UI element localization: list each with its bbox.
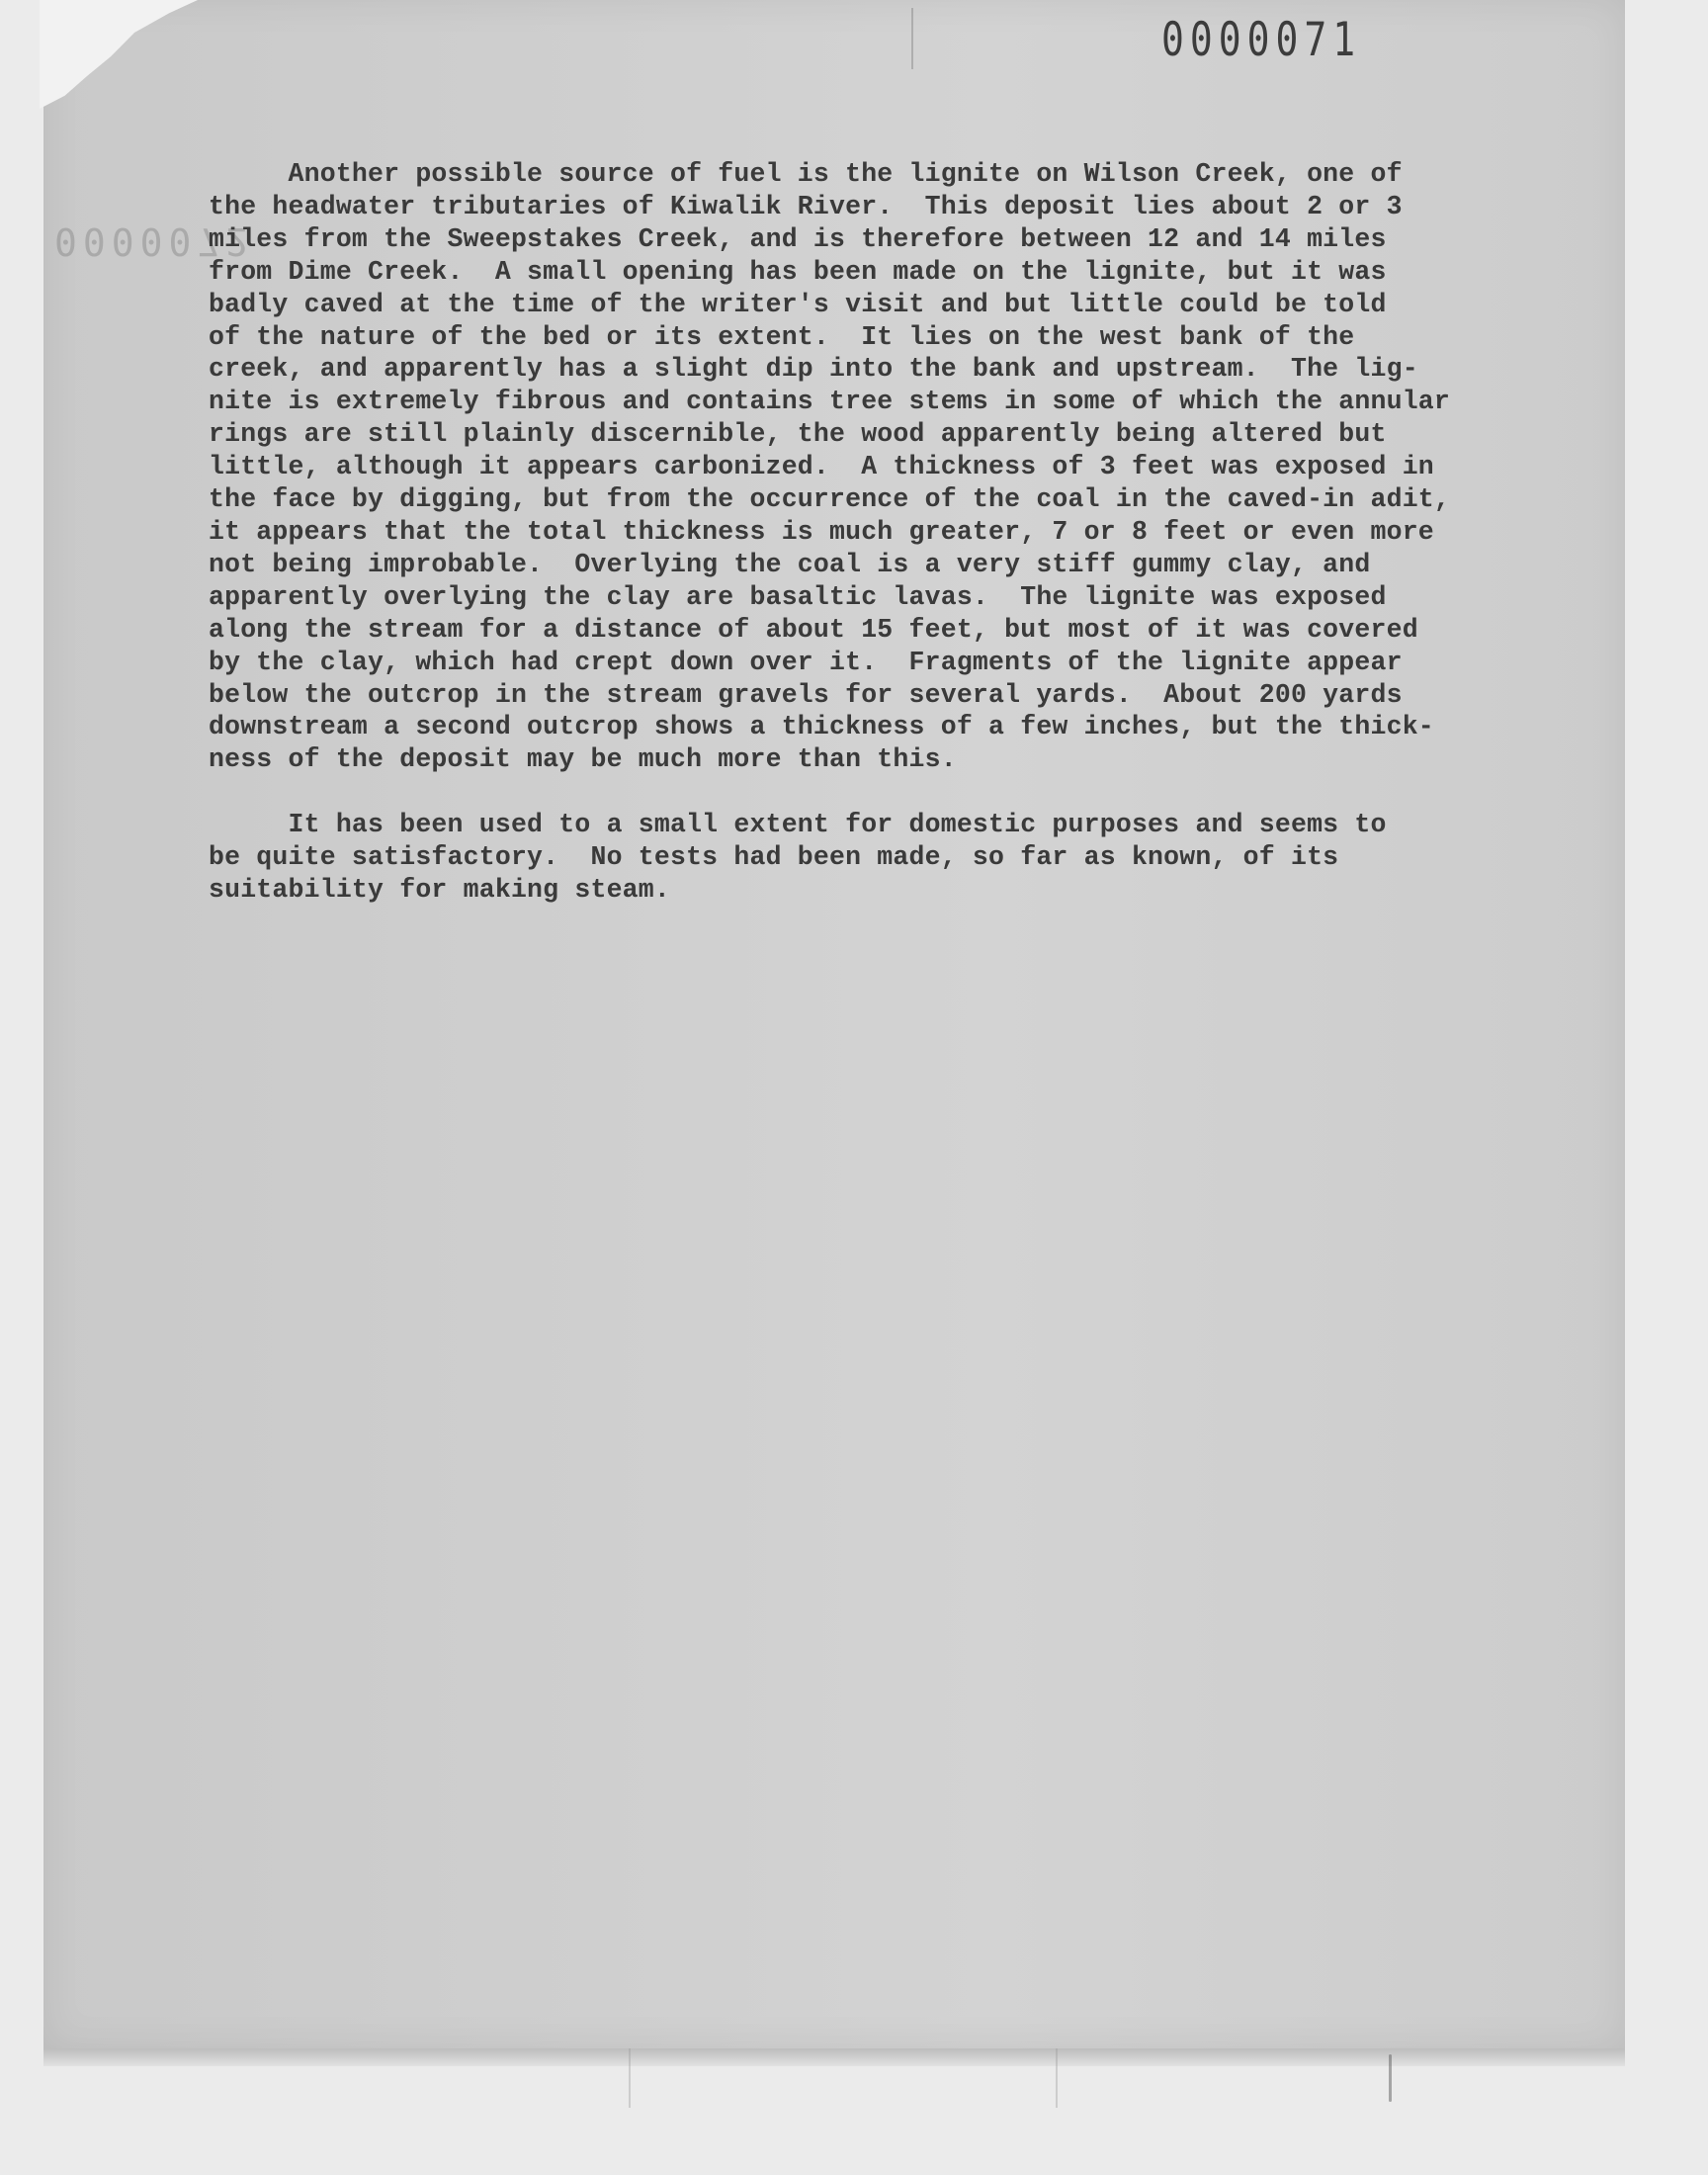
scan-mark — [911, 8, 913, 69]
paragraph — [209, 809, 1553, 907]
text-line: apparently overlying the clay are basaltic lavas. The lignite was exposed — [209, 581, 1387, 612]
text-line: along the stream for a distance of about 15 feet, but most of it was covered — [209, 614, 1418, 645]
text-line: nite is extremely fibrous and contains tree stems in some of which the annular — [209, 387, 1451, 417]
text-line: suitability for making steam. — [209, 874, 670, 905]
text-line: be quite satisfactory. No tests had been made, so far as known, of its — [209, 842, 1339, 873]
text-line: by the clay, which had crept down over it. Fragments of the lignite appear — [209, 647, 1403, 677]
text-line: miles from the Sweepstakes Creek, and is therefore between 12 and 14 miles — [209, 223, 1387, 254]
text-line: it appears that the total thickness is much greater, 7 or 8 feet or even more — [209, 516, 1434, 547]
text-line: Another possible source of fuel is the lignite on Wilson Creek, one of — [209, 159, 1403, 189]
text-line: rings are still plainly discernible, the wood apparently being altered but — [209, 419, 1387, 450]
text-line: It has been used to a small extent for domestic purposes and seems to — [209, 810, 1387, 840]
document-body — [209, 158, 1553, 939]
text-line: below the outcrop in the stream gravels for several yards. About 200 yards — [209, 679, 1403, 710]
bleed-through-page-number: 0000072 — [54, 219, 255, 263]
text-line: ness of the deposit may be much more than this. — [209, 744, 957, 775]
text-line: badly caved at the time of the writer's visit and but little could be told — [209, 289, 1387, 319]
scan-streak — [1056, 2048, 1058, 2108]
text-line: downstream a second outcrop shows a thickness of a few inches, but the thick- — [209, 712, 1434, 742]
text-line: the headwater tributaries of Kiwalik River. This deposit lies about 2 or 3 — [209, 191, 1403, 221]
page-number: 0000071 — [1161, 12, 1362, 66]
footer-mark — [1389, 2054, 1392, 2102]
text-line: from Dime Creek. A small opening has been made on the lignite, but it was — [209, 256, 1387, 287]
paragraph — [209, 158, 1553, 776]
text-line: the face by digging, but from the occurrence of the coal in the caved-in adit, — [209, 484, 1451, 515]
text-line: of the nature of the bed or its extent. It lies on the west bank of the — [209, 321, 1355, 352]
text-line: not being improbable. Overlying the coal is a very stiff gummy clay, and — [209, 549, 1371, 579]
text-line: little, although it appears carbonized. A thickness of 3 feet was exposed in — [209, 452, 1434, 482]
page-bottom-edge — [43, 2048, 1625, 2066]
scan-streak — [629, 2048, 631, 2108]
text-line: creek, and apparently has a slight dip into the bank and upstream. The lig- — [209, 354, 1418, 385]
